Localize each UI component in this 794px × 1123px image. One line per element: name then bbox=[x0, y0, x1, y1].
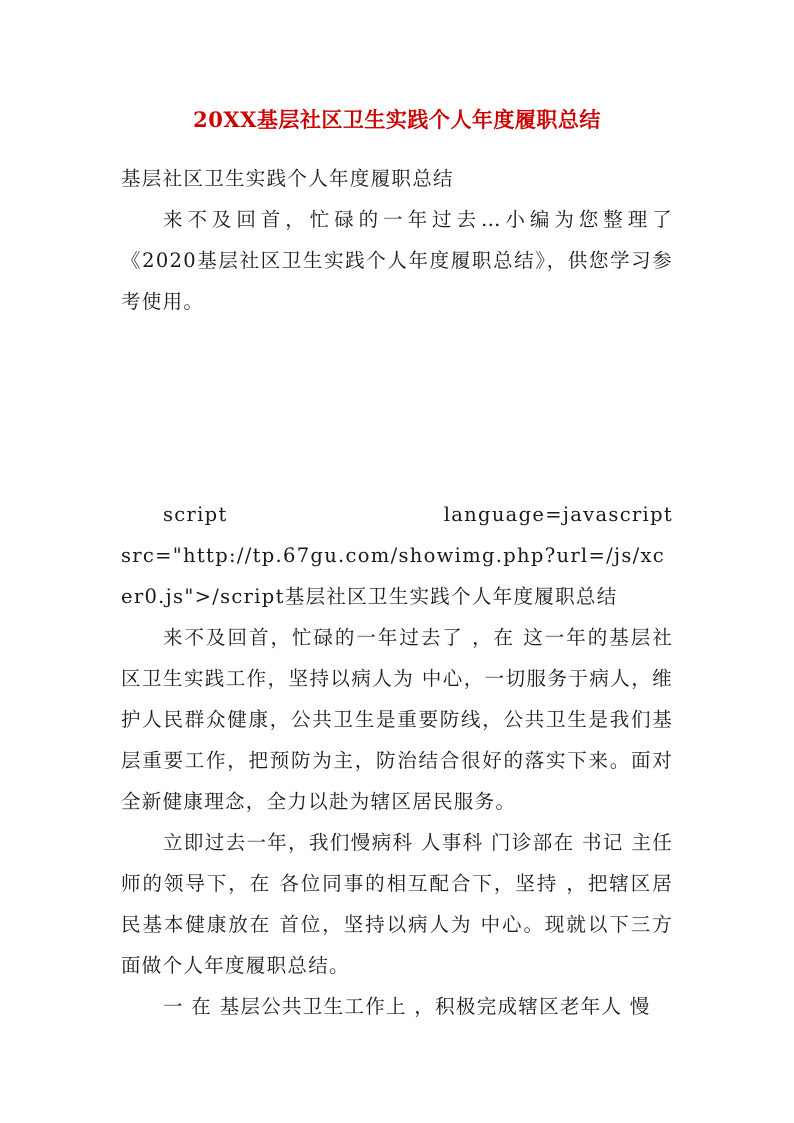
body-paragraph-3: 一 在 基层公共卫生工作上 ，积极完成辖区老年人 慢 bbox=[163, 995, 651, 1018]
document-subtitle: 基层社区卫生实践个人年度履职总结 bbox=[121, 167, 454, 190]
script-language: language=javascript bbox=[443, 503, 673, 526]
intro-paragraph: 来不及回首，忙碌的一年过去…小编为您整理了《2020基层社区卫生实践个人年度履职总结》，供您学习参考使用。 bbox=[121, 208, 673, 313]
document-title: 20XX基层社区卫生实践个人年度履职总结 bbox=[193, 107, 601, 132]
script-word: script bbox=[163, 503, 228, 526]
script-source-text: src="http://tp.67gu.com/showimg.php?url=/js/xcer0.js">/script基层社区卫生实践个人年度履职总结 bbox=[121, 544, 666, 608]
body-block bbox=[121, 494, 673, 1027]
body-paragraph-2: 立即过去一年，我们慢病科 人事科 门诊部在 书记 主任师的领导下，在 各位同事的相互配合下，坚持 ，把辖区居民基本健康放在 首位，坚持以病人为 中心。现就以下三方面做个人年度履职总结。 bbox=[121, 831, 673, 977]
script-line bbox=[121, 494, 673, 535]
body-paragraph-1: 来不及回首，忙碌的一年过去了 ，在 这一年的基层社区卫生实践工作，坚持以病人为 中心，一切服务于病人，维护人民群众健康，公共卫生是重要防线，公共卫生是我们基层重要工作，把预防为主，防治结合很好的落实下来。面对全新健康理念，全力以赴为辖区居民服务。 bbox=[121, 626, 673, 813]
intro-block bbox=[121, 158, 673, 322]
